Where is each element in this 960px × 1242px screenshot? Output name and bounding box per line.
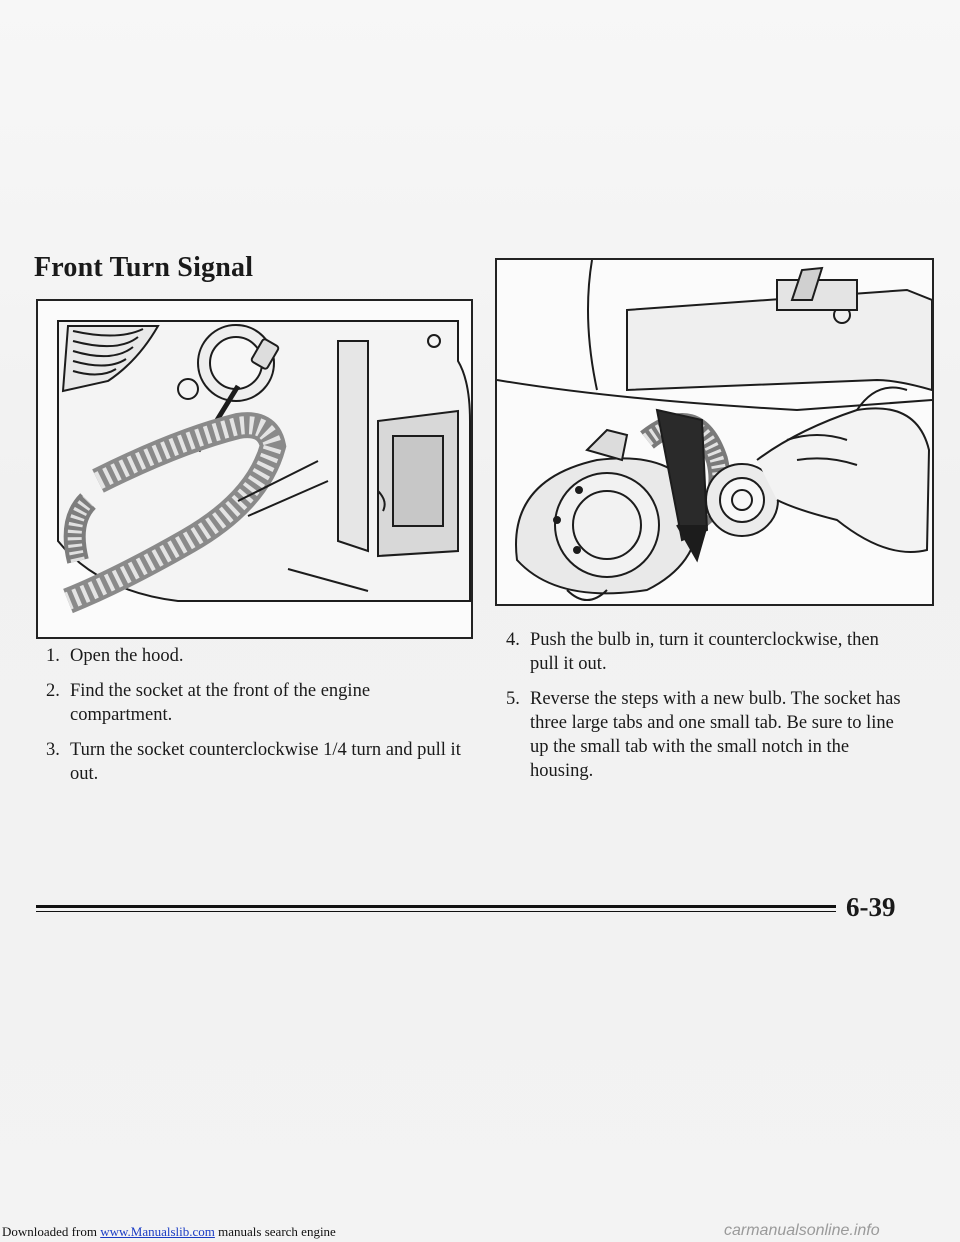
step-text: Turn the socket counterclockwise 1/4 turn and pull it out. xyxy=(70,740,461,784)
step-item xyxy=(496,628,906,676)
step-number: 2. xyxy=(46,681,60,701)
footer-rule-thin xyxy=(36,911,836,912)
step-text: Open the hood. xyxy=(70,646,184,666)
watermark: carmanualsonline.info xyxy=(724,1222,880,1239)
step-number: 1. xyxy=(46,646,60,666)
step-text: Find the socket at the front of the engine compartment. xyxy=(70,681,371,725)
step-item xyxy=(36,679,476,727)
step-number: 5. xyxy=(506,689,520,709)
bulb-removal-drawing xyxy=(497,260,932,604)
page-number: 6-39 xyxy=(846,892,896,922)
download-banner xyxy=(2,1224,336,1240)
section-title: Front Turn Signal xyxy=(34,252,254,283)
socket-removal-drawing xyxy=(38,301,471,637)
manualslib-link[interactable]: www.Manualslib.com xyxy=(100,1224,215,1239)
download-suffix: manuals search engine xyxy=(214,1224,336,1239)
steps-list-right xyxy=(496,628,906,794)
download-prefix: Downloaded from xyxy=(2,1224,101,1239)
step-text: Reverse the steps with a new bulb. The socket has three large tabs and one small tab. Be sure to line up the small tab with the small notch in the housing. xyxy=(530,689,901,781)
illustration-socket-removal xyxy=(36,299,473,639)
illustration-bulb-removal xyxy=(495,258,934,606)
step-item xyxy=(36,644,476,668)
step-number: 3. xyxy=(46,740,60,760)
step-text: Push the bulb in, turn it counterclockwise, then pull it out. xyxy=(530,630,879,674)
step-item xyxy=(496,687,906,783)
step-number: 4. xyxy=(506,630,520,650)
footer-rule-thick xyxy=(36,905,836,908)
steps-list-left xyxy=(36,644,476,797)
step-item xyxy=(36,738,476,786)
